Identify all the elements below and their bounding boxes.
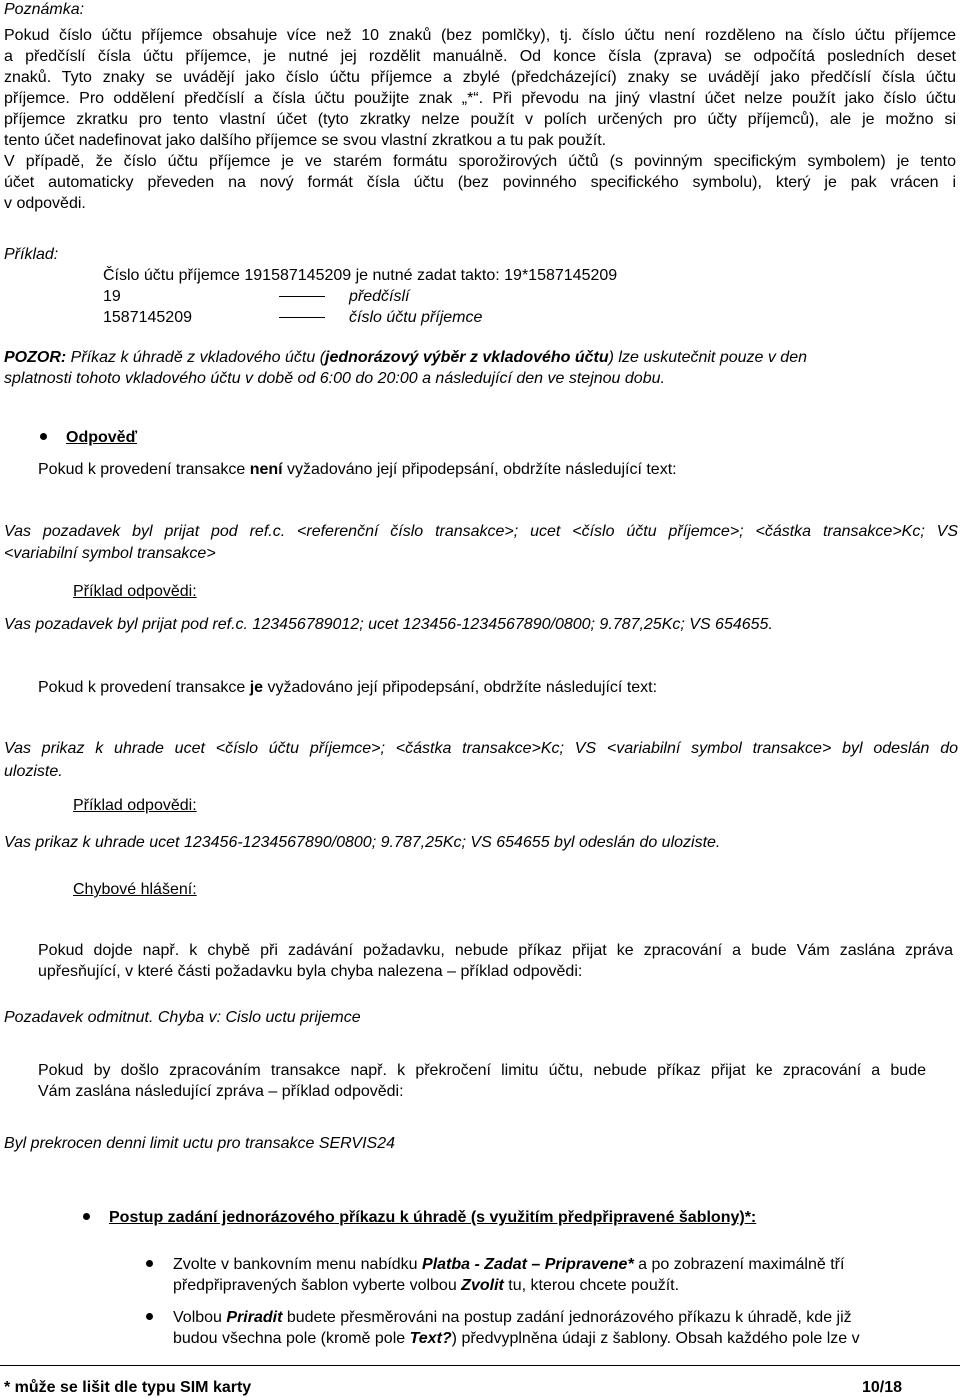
warning-label: POZOR: [4, 349, 67, 366]
example-row-prefix-label: předčíslí [349, 288, 410, 305]
bullet-icon [40, 433, 47, 440]
menu-path: Platba - Zadat – Pripravene* [422, 1256, 634, 1273]
response-case1-intro: Pokud k provedení transakce není vyžadováno její připodepsání, obdržíte následující text: [38, 461, 677, 478]
error-text-1: Pokud dojde např. k chybě při zadávání požadavku, nebude příkaz přijat ke zpracování a bude Vám zaslána zpráva [38, 942, 953, 959]
bullet-icon [146, 1313, 153, 1320]
response-case1-message-2: <variabilní symbol transakce> [4, 545, 216, 562]
response-case2-example-label: Příklad odpovědi: [73, 797, 197, 814]
bullet-icon [83, 1213, 90, 1220]
example-heading: Příklad: [4, 246, 59, 263]
response-case2-message-2: uloziste. [4, 763, 63, 780]
option-zvolit: Zvolit [461, 1277, 504, 1294]
bullet-icon [146, 1260, 153, 1267]
limit-text-2: Vám zaslána následující zpráva – příklad odpovědi: [38, 1083, 404, 1100]
error-text-2: upřesňující, v které části požadavku byla chyba nalezena – příklad odpovědi: [38, 963, 583, 980]
response-case1-example: Vas pozadavek byl prijat pod ref.c. 123456789012; ucet 123456-1234567890/0800; 9.787,25Kc; VS 654655. [4, 616, 773, 633]
example-row-account-label: číslo účtu příjemce [349, 309, 483, 326]
page-number: 10/18 [861, 1379, 902, 1396]
warning-line-2: splatnosti tohoto vkladového účtu v době od 6:00 do 20:00 a následující den ve stejnou dobu. [4, 370, 665, 387]
note-line-3: znaků. Tyto znaky se uvádějí jako číslo účtu příjemce a zbylé (předcházející) znaky se uvádějí jako předčíslí čísla účtu [4, 69, 956, 86]
note-heading: Poznámka: [4, 1, 85, 18]
example-row-account [103, 308, 482, 328]
example-intro: Číslo účtu příjemce 191587145209 je nutné zadat takto: 19*1587145209 [103, 267, 618, 284]
example-row-prefix-dash [279, 296, 325, 297]
note-line-1: Pokud číslo účtu příjemce obsahuje více než 10 znaků (bez pomlčky), tj. číslo účtu není rozděleno na číslo účtu příjemce [4, 27, 956, 44]
procedure-item-2-line-1: Volbou Priradit budete přesměrováni na postup zadání jednorázového příkazu k úhradě, kde již [173, 1309, 852, 1326]
limit-text-1: Pokud by došlo zpracováním transakce např. k překročení limitu účtu, nebude příkaz přijat ke zpracování a bude [38, 1062, 926, 1079]
note-line-4: příjemce. Pro oddělení předčíslí a čísla účtu použijte znak „*“. Při převodu na jiný vlastní účet nelze použít jako číslo účtu [4, 90, 956, 107]
example-row-prefix-value: 19 [103, 288, 121, 305]
note-line-7: V případě, že číslo účtu příjemce je ve starém formátu sporožirových účtů (s povinným specifickým symbolem) je tento [4, 153, 956, 170]
procedure-item-1-line-1: Zvolte v bankovním menu nabídku Platba - Zadat – Pripravene* a po zobrazení maximálně tří [173, 1256, 845, 1273]
note-line-2: a předčíslí čísla účtu příjemce, je nutné jej rozdělit manuálně. Od konce čísla (zprava) se odpočítá posledních deset [4, 48, 956, 65]
response-heading: Odpověď [66, 429, 138, 446]
field-text: Text? [409, 1330, 452, 1347]
note-line-5: příjemce zkratku pro tento vlastní účet (tyto zkratky nelze použít v polích určených pro účty příjemců), ale je možno si [4, 111, 956, 128]
limit-message: Byl prekrocen denni limit uctu pro transakce SERVIS24 [4, 1135, 396, 1152]
note-line-9: v odpovědi. [4, 195, 86, 212]
example-row-prefix [103, 287, 409, 307]
response-case1-message-1: Vas pozadavek byl prijat pod ref.c. <referenční číslo transakce>; ucet <číslo účtu příjemce>; <částka transakce>Kc; VS [4, 523, 958, 540]
warning-line-1: POZOR: Příkaz k úhradě z vkladového účtu (jednorázový výběr z vkladového účtu) lze uskutečnit pouze v den [4, 349, 807, 366]
response-case1-example-label: Příklad odpovědi: [73, 583, 197, 600]
procedure-item-1-line-2: předpřipravených šablon vyberte volbou Zvolit tu, kterou chcete použít. [173, 1277, 680, 1294]
option-priradit: Priradit [226, 1309, 283, 1326]
note-line-6: tento účet nadefinovat jako dalšího příjemce se svou vlastní zkratkou a tu pak použít. [4, 132, 607, 149]
footer-note: * může se lišit dle typu SIM karty [4, 1379, 252, 1396]
footer-rule [0, 1365, 960, 1366]
example-row-account-value: 1587145209 [103, 309, 192, 326]
error-message: Pozadavek odmitnut. Chyba v: Cislo uctu prijemce [4, 1009, 361, 1026]
procedure-item-2-line-2: budou všechna pole (kromě pole Text?) předvyplněna údaji z šablony. Obsah každého pole lze v [173, 1330, 860, 1347]
response-case2-example: Vas prikaz k uhrade ucet 123456-1234567890/0800; 9.787,25Kc; VS 654655 byl odeslán do uloziste. [4, 834, 721, 851]
procedure-heading: Postup zadání jednorázového příkazu k úhradě (s využitím předpřipravené šablony)*: [109, 1209, 757, 1226]
example-row-account-dash [279, 317, 325, 318]
response-case2-intro: Pokud k provedení transakce je vyžadováno její připodepsání, obdržíte následující text: [38, 679, 658, 696]
response-case2-message-1: Vas prikaz k uhrade ucet <číslo účtu příjemce>; <částka transakce>Kc; VS <variabilní symbol transakce> byl odeslán do [4, 740, 958, 757]
warning-emphasis: jednorázový výběr z vkladového účtu [325, 349, 609, 366]
note-line-8: účet automaticky převeden na nový formát čísla účtu (bez povinného specifického symbolu), který je pak vrácen i [4, 174, 956, 191]
error-label: Chybové hlášení: [73, 881, 197, 898]
